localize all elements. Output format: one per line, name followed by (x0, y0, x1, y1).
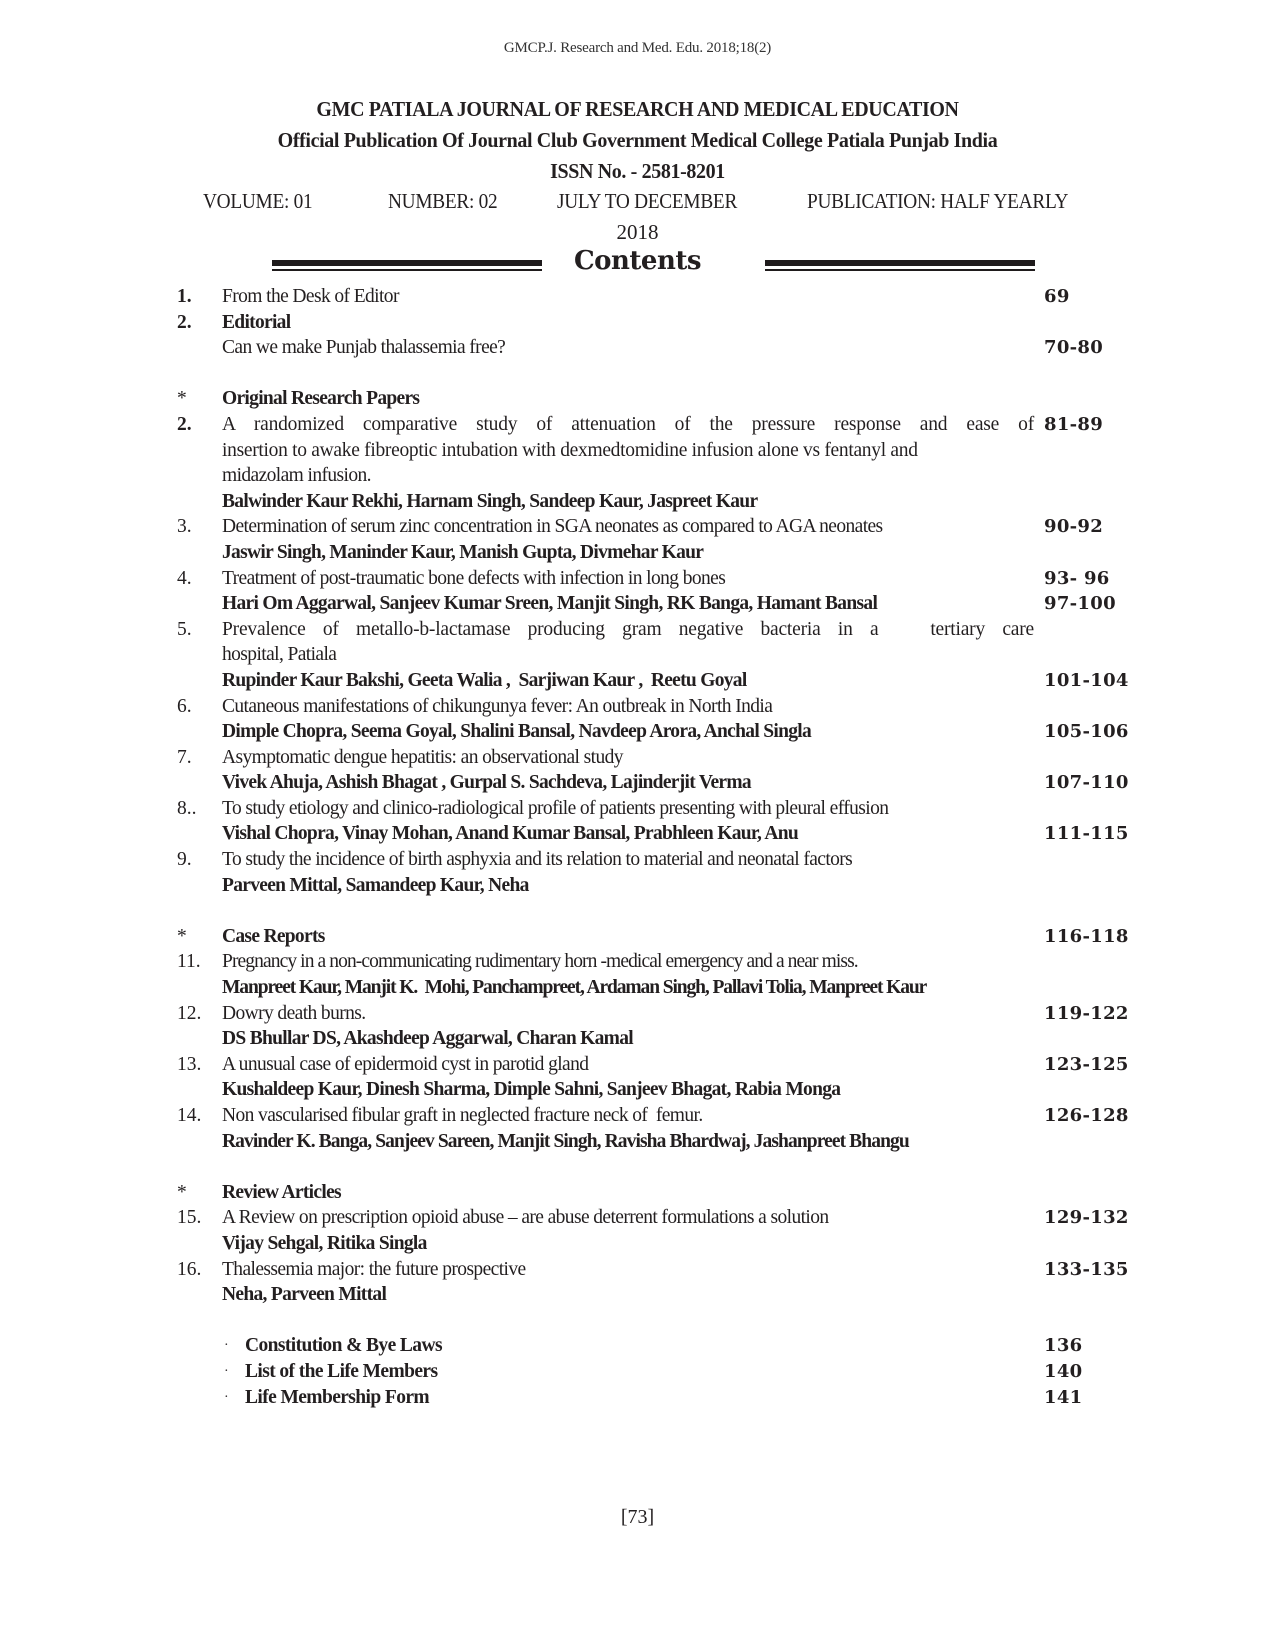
table-of-contents (0, 284, 1275, 1410)
entry-pages: 107-110 (1044, 772, 1129, 794)
entry-number: 8.. (177, 797, 197, 819)
entry-number: 11. (177, 951, 201, 973)
toc-section-research (0, 386, 1275, 412)
toc-entry[interactable] (0, 1001, 1275, 1027)
toc-entry[interactable] (0, 949, 1275, 975)
toc-authors (0, 1026, 1275, 1052)
section-marker: * (177, 1181, 187, 1203)
entry-number: 4. (177, 567, 192, 589)
entry-authors: Ravinder K. Banga, Sanjeev Sareen, Manjit Singh, Ravisha Bhardwaj, Jashanpreet Bhangu (222, 1130, 909, 1152)
number: NUMBER: 02 (388, 189, 498, 213)
contents-heading (0, 246, 1275, 286)
extra-title: Constitution & Bye Laws (245, 1335, 442, 1357)
toc-entry[interactable] (0, 1052, 1275, 1078)
entry-pages: 69 (1044, 286, 1070, 307)
entry-number: 13. (177, 1053, 202, 1075)
masthead (0, 94, 1275, 187)
toc-section-editorial (0, 310, 1275, 336)
running-head: GMCP.J. Research and Med. Edu. 2018;18(2) (503, 40, 772, 56)
entry-number: 9. (177, 849, 192, 871)
entry-pages: 123-125 (1044, 1053, 1129, 1075)
entry-title: Thalessemia major: the future prospective (222, 1258, 526, 1280)
year: 2018 (616, 220, 659, 244)
toc-entry-desk[interactable] (0, 284, 1275, 310)
entry-number: 3. (177, 516, 192, 538)
toc-entry[interactable] (0, 847, 1275, 873)
entry-pages: 116-118 (1044, 925, 1129, 947)
entry-pages-2: 97-100 (1044, 593, 1116, 615)
entry-pages: 140 (1044, 1360, 1083, 1382)
entry-title-line: Prevalence of metallo-b-lactamase producing gram negative bacteria in a tertiary care (222, 618, 1034, 640)
entry-title-line: insertion to awake fibreoptic intubation with dexmedtomidine infusion alone vs fentanyl and (222, 439, 918, 461)
page-number: [73] (620, 1506, 655, 1528)
toc-entry[interactable] (0, 617, 1275, 643)
section-marker: * (177, 925, 187, 947)
entry-pages: 90-92 (1044, 516, 1104, 538)
entry-pages: 136 (1044, 1335, 1083, 1357)
extra-title: List of the Life Members (245, 1360, 438, 1382)
entry-number: 2. (177, 311, 192, 333)
extra-title: Life Membership Form (245, 1386, 430, 1408)
journal-title: GMC PATIALA JOURNAL OF RESEARCH AND MEDICAL EDUCATION (316, 97, 959, 121)
toc-authors (0, 975, 1275, 1001)
entry-authors: Manpreet Kaur, Manjit K. Mohi, Panchampreet, Ardaman Singh, Pallavi Tolia, Manpreet Kaur (222, 977, 927, 999)
toc-entry-cont (0, 463, 1275, 489)
entry-authors: Kushaldeep Kaur, Dinesh Sharma, Dimple Sahni, Sanjeev Bhagat, Rabia Monga (222, 1079, 841, 1101)
toc-authors (0, 719, 1275, 745)
toc-entry[interactable] (0, 1103, 1275, 1129)
toc-authors (0, 873, 1275, 899)
entry-title-line: A randomized comparative study of attenuation of the pressure response and ease of (222, 413, 1034, 435)
double-rule-right (765, 260, 1035, 272)
toc-extra-membership-form[interactable] (0, 1385, 1275, 1411)
toc-authors (0, 1129, 1275, 1155)
entry-number: 14. (177, 1105, 202, 1126)
entry-title-line: hospital, Patiala (222, 644, 337, 666)
entry-pages: 81-89 (1044, 413, 1104, 435)
toc-entry[interactable] (0, 514, 1275, 540)
entry-number: 7. (177, 746, 192, 768)
toc-authors (0, 591, 1275, 617)
toc-authors (0, 540, 1275, 566)
toc-entry[interactable] (0, 694, 1275, 720)
entry-title: Asymptomatic dengue hepatitis: an observational study (222, 746, 623, 768)
entry-authors: Vijay Sehgal, Ritika Singla (222, 1232, 427, 1254)
period: JULY TO DECEMBER (557, 189, 738, 213)
entry-authors: Vishal Chopra, Vinay Mohan, Anand Kumar Bansal, Prabhleen Kaur, Anu (222, 823, 799, 845)
toc-entry[interactable] (0, 412, 1275, 438)
entry-pages: 126-128 (1044, 1105, 1129, 1126)
toc-entry-cont (0, 642, 1275, 668)
volume: VOLUME: 01 (203, 189, 313, 213)
toc-entry[interactable] (0, 1205, 1275, 1231)
entry-pages: 133-135 (1044, 1258, 1129, 1280)
entry-title: Can we make Punjab thalassemia free? (222, 337, 506, 359)
toc-entry[interactable] (0, 1257, 1275, 1283)
entry-authors: Balwinder Kaur Rekhi, Harnam Singh, Sandeep Kaur, Jaspreet Kaur (222, 490, 758, 512)
toc-entry[interactable] (0, 745, 1275, 771)
publication-frequency: PUBLICATION: HALF YEARLY (807, 189, 1069, 213)
entry-authors: Dimple Chopra, Seema Goyal, Shalini Bansal, Navdeep Arora, Anchal Singla (222, 721, 812, 743)
entry-pages: 93- 96 (1044, 567, 1110, 589)
toc-section-review (0, 1180, 1275, 1206)
entry-authors: Vivek Ahuja, Ashish Bhagat , Gurpal S. Sachdeva, Lajinderjit Verma (222, 772, 751, 794)
entry-pages: 101-104 (1044, 669, 1129, 691)
section-heading: Review Articles (222, 1181, 341, 1203)
entry-number: 2. (177, 413, 192, 435)
toc-entry[interactable] (0, 796, 1275, 822)
entry-number: 6. (177, 695, 192, 717)
entry-number: 16. (177, 1258, 202, 1280)
entry-title: To study the incidence of birth asphyxia and its relation to material and neonatal factors (222, 849, 853, 871)
entry-title: To study etiology and clinico-radiological profile of patients presenting with pleural effusion (222, 797, 889, 819)
entry-authors: Rupinder Kaur Bakshi, Geeta Walia , Sarjiwan Kaur , Reetu Goyal (222, 669, 747, 691)
toc-authors (0, 821, 1275, 847)
entry-pages: 129-132 (1044, 1207, 1129, 1229)
toc-entry-cont (0, 438, 1275, 464)
entry-number: 5. (177, 618, 192, 640)
toc-authors (0, 489, 1275, 515)
entry-pages: 141 (1044, 1386, 1083, 1408)
issn: ISSN No. - 2581-8201 (550, 159, 725, 183)
entry-pages: 119-122 (1044, 1002, 1129, 1024)
toc-authors (0, 1077, 1275, 1103)
contents-title: Contents (573, 246, 702, 276)
entry-authors: DS Bhullar DS, Akashdeep Aggarwal, Charan Kamal (222, 1028, 633, 1050)
entry-title: Non vascularised fibular graft in neglected fracture neck of femur. (222, 1105, 703, 1126)
entry-authors: Neha, Parveen Mittal (222, 1284, 387, 1306)
entry-pages: 105-106 (1044, 721, 1129, 743)
entry-title: A unusual case of epidermoid cyst in parotid gland (222, 1053, 589, 1075)
entry-title: A Review on prescription opioid abuse – are abuse deterrent formulations a solution (222, 1207, 829, 1229)
entry-title: Dowry death burns. (222, 1002, 366, 1024)
toc-extra-life-members[interactable] (0, 1359, 1275, 1385)
entry-authors: Parveen Mittal, Samandeep Kaur, Neha (222, 874, 529, 896)
toc-authors (0, 668, 1275, 694)
toc-authors (0, 1282, 1275, 1308)
entry-pages: 111-115 (1044, 823, 1129, 845)
entry-authors: Jaswir Singh, Maninder Kaur, Manish Gupta, Divmehar Kaur (222, 541, 704, 563)
journal-subtitle: Official Publication Of Journal Club Government Medical College Patiala Punjab India (277, 128, 998, 152)
entry-title: From the Desk of Editor (222, 286, 399, 307)
section-heading: Original Research Papers (222, 388, 420, 410)
entry-title: Determination of serum zinc concentration in SGA neonates as compared to AGA neonates (222, 516, 883, 538)
toc-entry[interactable] (0, 566, 1275, 592)
section-marker: * (177, 388, 187, 410)
toc-authors (0, 1231, 1275, 1257)
entry-authors: Hari Om Aggarwal, Sanjeev Kumar Sreen, Manjit Singh, RK Banga, Hamant Bansal (222, 593, 878, 615)
bullet-icon: · (224, 1338, 229, 1354)
entry-number: 1. (177, 286, 192, 307)
bullet-icon: · (224, 1389, 229, 1405)
section-heading: Case Reports (222, 925, 325, 947)
section-heading: Editorial (222, 311, 291, 333)
entry-title-line: midazolam infusion. (222, 465, 371, 487)
issue-meta (0, 189, 1275, 219)
toc-extra-constitution[interactable] (0, 1333, 1275, 1359)
entry-title: Pregnancy in a non-communicating rudimentary horn -medical emergency and a near miss. (222, 951, 858, 973)
entry-number: 15. (177, 1207, 202, 1229)
entry-title: Treatment of post-traumatic bone defects with infection in long bones (222, 567, 726, 589)
entry-pages: 70-80 (1044, 337, 1104, 359)
entry-number: 12. (177, 1002, 202, 1024)
toc-entry-editorial[interactable] (0, 335, 1275, 361)
toc-section-case-reports (0, 924, 1275, 950)
bullet-icon: · (224, 1363, 229, 1379)
entry-title: Cutaneous manifestations of chikungunya fever: An outbreak in North India (222, 695, 773, 717)
toc-authors (0, 770, 1275, 796)
